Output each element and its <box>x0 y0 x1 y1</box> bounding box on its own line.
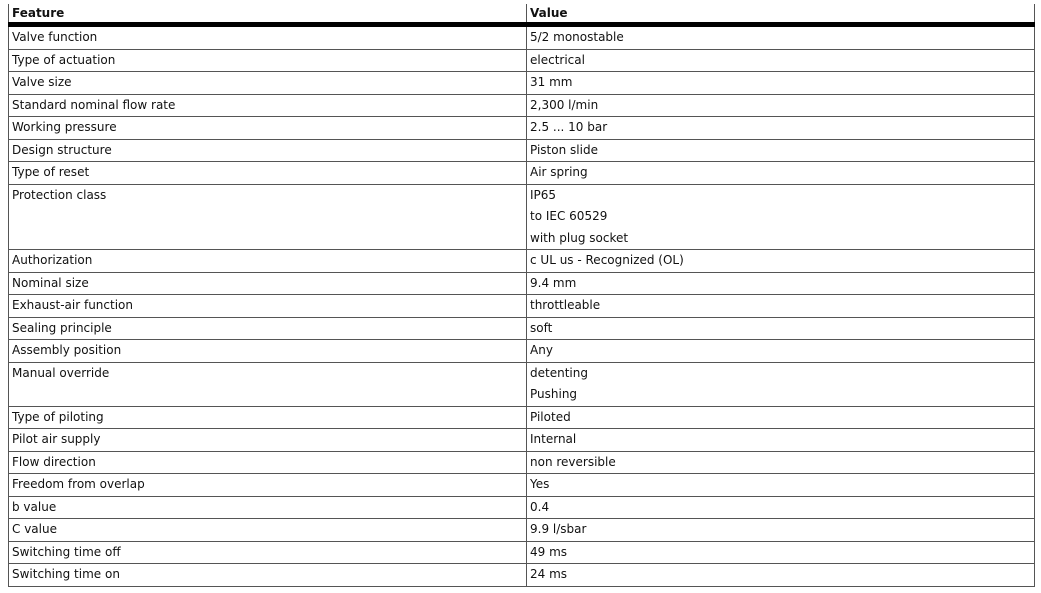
value-cell <box>527 250 1035 273</box>
value-line: Yes <box>530 477 550 491</box>
value-line: Piston slide <box>530 142 598 157</box>
value-line: 9.9 l/sbar <box>530 522 587 536</box>
feature-cell: Exhaust-air function <box>9 295 527 318</box>
table-row <box>9 541 1035 564</box>
value-cell <box>527 317 1035 340</box>
value-cell <box>527 362 1035 406</box>
value-cell <box>527 184 1035 250</box>
feature-cell: Flow direction <box>9 451 527 474</box>
feature-cell: Switching time off <box>9 541 527 564</box>
feature-cell: Valve size <box>9 72 527 95</box>
table-row <box>9 49 1035 72</box>
table-row <box>9 94 1035 117</box>
value-cell <box>527 340 1035 363</box>
value-cell <box>527 117 1035 140</box>
feature-cell: Freedom from overlap <box>9 474 527 497</box>
feature-cell: Pilot air supply <box>9 429 527 452</box>
value-line: 2,300 l/min <box>530 97 599 112</box>
table-row <box>9 406 1035 429</box>
value-line: Any <box>530 343 553 357</box>
value-cell <box>527 49 1035 72</box>
value-line: IP65 <box>530 187 557 202</box>
spec-table <box>8 4 1035 587</box>
table-row <box>9 317 1035 340</box>
value-cell <box>527 72 1035 95</box>
feature-cell: Protection class <box>9 184 527 250</box>
value-cell <box>527 94 1035 117</box>
table-row <box>9 272 1035 295</box>
table-row <box>9 451 1035 474</box>
value-cell <box>527 295 1035 318</box>
value-cell <box>527 25 1035 50</box>
value-line: 2.5 ... 10 bar <box>530 120 608 134</box>
value-line: 24 ms <box>530 567 568 581</box>
table-row <box>9 340 1035 363</box>
value-line: Piloted <box>530 409 571 424</box>
value-line: to IEC 60529 <box>530 209 608 223</box>
feature-cell: Sealing principle <box>9 317 527 340</box>
value-line: 0.4 <box>530 499 550 514</box>
feature-cell: Switching time on <box>9 564 527 587</box>
table-row <box>9 72 1035 95</box>
feature-cell: Design structure <box>9 139 527 162</box>
table-row <box>9 474 1035 497</box>
value-cell <box>527 541 1035 564</box>
feature-cell: Type of reset <box>9 162 527 185</box>
value-line: Air spring <box>530 165 588 179</box>
feature-cell: Manual override <box>9 362 527 406</box>
table-row <box>9 519 1035 542</box>
table-row <box>9 250 1035 273</box>
value-line: Pushing <box>530 387 578 401</box>
value-line: 5/2 monostable <box>530 30 624 44</box>
column-header-feature: Feature <box>9 4 527 25</box>
value-line: c UL us - Recognized (OL) <box>530 253 684 267</box>
value-cell <box>527 496 1035 519</box>
value-cell <box>527 429 1035 452</box>
value-cell <box>527 519 1035 542</box>
table-row <box>9 295 1035 318</box>
value-line: with plug socket <box>530 230 629 245</box>
value-line: non reversible <box>530 454 616 469</box>
feature-cell: Working pressure <box>9 117 527 140</box>
table-row <box>9 117 1035 140</box>
table-row <box>9 429 1035 452</box>
value-line: electrical <box>530 52 585 67</box>
table-row <box>9 139 1035 162</box>
value-cell <box>527 564 1035 587</box>
feature-cell: Valve function <box>9 25 527 50</box>
table-row <box>9 564 1035 587</box>
value-line: 9.4 mm <box>530 275 577 290</box>
feature-cell: Standard nominal flow rate <box>9 94 527 117</box>
table-row <box>9 362 1035 406</box>
table-body <box>9 25 1035 587</box>
feature-cell: b value <box>9 496 527 519</box>
feature-cell: C value <box>9 519 527 542</box>
feature-cell: Type of piloting <box>9 406 527 429</box>
table-row <box>9 184 1035 250</box>
value-line: soft <box>530 320 553 335</box>
feature-cell: Assembly position <box>9 340 527 363</box>
table-row <box>9 162 1035 185</box>
table-row <box>9 25 1035 50</box>
value-cell <box>527 272 1035 295</box>
value-line: Internal <box>530 432 577 446</box>
table-header-row <box>9 4 1035 25</box>
table-row <box>9 496 1035 519</box>
column-header-value: Value <box>527 4 1035 25</box>
value-line: throttleable <box>530 298 601 312</box>
value-line: detenting <box>530 365 588 380</box>
feature-cell: Type of actuation <box>9 49 527 72</box>
value-cell <box>527 451 1035 474</box>
feature-cell: Nominal size <box>9 272 527 295</box>
value-cell <box>527 162 1035 185</box>
value-line: 49 ms <box>530 544 568 559</box>
value-cell <box>527 406 1035 429</box>
value-cell <box>527 139 1035 162</box>
value-line: 31 mm <box>530 75 573 89</box>
feature-cell: Authorization <box>9 250 527 273</box>
value-cell <box>527 474 1035 497</box>
spec-table-container <box>8 4 1034 587</box>
